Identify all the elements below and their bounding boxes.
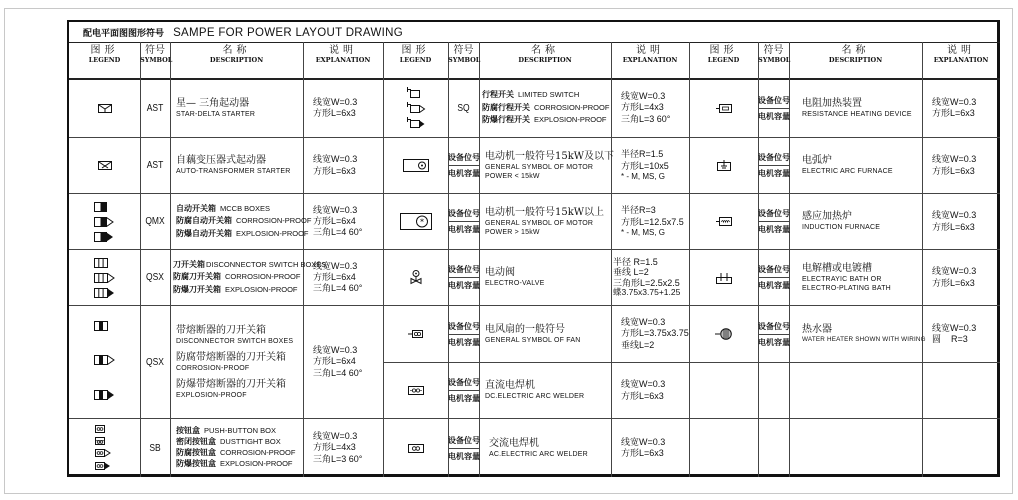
device-tag-label bbox=[758, 250, 789, 305]
motor-capacity-label: 电机容量 bbox=[448, 225, 480, 234]
description bbox=[170, 79, 303, 137]
description-line bbox=[176, 215, 311, 227]
motor-capacity-label: 电机容量 bbox=[448, 337, 480, 347]
explanation-line: 方形L=3.75x3.75 bbox=[621, 328, 689, 339]
header-explanation bbox=[611, 45, 689, 64]
explanation-line: 半径 R=1.5 bbox=[613, 257, 658, 268]
explanation bbox=[303, 250, 383, 305]
description-en: CORROSION-PROOF bbox=[236, 216, 312, 226]
device-number-label: 设备位号 bbox=[448, 375, 479, 391]
explanation-line: 线宽W=0.3 bbox=[313, 96, 358, 107]
device-number-label: 设备位号 bbox=[448, 150, 479, 166]
motor-capacity-label: 电机容量 bbox=[448, 169, 480, 178]
header-description bbox=[170, 45, 303, 64]
description-cn: 电动机一般符号15kW及以下 bbox=[485, 150, 615, 162]
symbol-code: AST bbox=[146, 102, 164, 114]
resistance-heating-icon bbox=[689, 79, 758, 137]
device-tag-label bbox=[758, 138, 789, 193]
device-tag-label bbox=[448, 194, 479, 249]
explanation-line: 方形L=10x5 bbox=[621, 160, 669, 171]
explanation-line: 线宽W=0.3 bbox=[313, 345, 358, 356]
device-number-label: 设备位号 bbox=[448, 433, 479, 449]
description-line bbox=[173, 284, 298, 296]
device-tag-label bbox=[448, 138, 479, 193]
description-block bbox=[176, 351, 286, 373]
header-description-cn: 名称 bbox=[531, 45, 559, 56]
explanation bbox=[922, 138, 1000, 193]
description bbox=[479, 194, 611, 249]
explanation bbox=[611, 306, 689, 362]
header-symbol bbox=[140, 45, 173, 64]
explanation-line: 线宽W=0.3 bbox=[621, 91, 666, 102]
description bbox=[789, 138, 922, 193]
explanation bbox=[611, 419, 689, 477]
description bbox=[479, 79, 611, 137]
header-legend-en: LEGEND bbox=[88, 55, 121, 64]
fan-icon bbox=[383, 306, 448, 362]
description-en: WATER HEATER SHOWN WITH WIRING bbox=[802, 336, 926, 344]
header-explanation bbox=[303, 45, 383, 64]
description-cn: 电动机一般符号15kW以上 bbox=[485, 206, 605, 218]
description-cn: 交流电焊机 bbox=[489, 437, 539, 449]
header-legend-cn: 图形 bbox=[401, 45, 430, 56]
motor-capacity-label: 电机容量 bbox=[448, 451, 480, 461]
explanation-line: 方形L=6x3 bbox=[932, 165, 975, 176]
explanation-line: 垂线 L=2 bbox=[613, 267, 649, 278]
header-symbol-en: SYMBOL bbox=[448, 55, 481, 64]
description-en: ELECTRO-PLATING BATH bbox=[802, 285, 891, 292]
description-cn: 防爆自动开关箱 bbox=[176, 228, 232, 238]
header-legend bbox=[689, 45, 758, 64]
explanation-line: 线宽W=0.3 bbox=[621, 317, 666, 328]
explanation bbox=[611, 138, 689, 193]
description-en: CORROSION-PROOF bbox=[225, 272, 301, 282]
description bbox=[170, 138, 303, 193]
explanation-line: 三角L=4 60° bbox=[313, 227, 363, 238]
description-en: GENERAL SYMBOL OF FAN bbox=[485, 336, 581, 344]
device-number-label: 设备位号 bbox=[448, 319, 479, 335]
header-symbol-cn: 符号 bbox=[453, 45, 474, 56]
header-description-en: DESCRIPTION bbox=[518, 55, 572, 64]
explanation-line: 方形L=6x3 bbox=[932, 277, 975, 288]
explanation-line: 三角形L=2.5x2.5 bbox=[613, 277, 680, 288]
description-cn: 防腐带熔断器的刀开关箱 bbox=[176, 351, 286, 363]
explanation-line: * - M, MS, G bbox=[621, 227, 665, 237]
table-title bbox=[83, 26, 403, 39]
svg-text:*: * bbox=[419, 217, 424, 227]
explanation bbox=[922, 194, 1000, 249]
motor-capacity-label: 电机容量 bbox=[758, 281, 790, 290]
description-cn: 防腐按钮盒 bbox=[176, 448, 216, 457]
description-cn: 防爆刀开关箱 bbox=[173, 284, 221, 294]
description-cn: 密闭按钮盒 bbox=[176, 437, 216, 447]
description-en: POWER < 15kW bbox=[485, 173, 540, 180]
explanation bbox=[611, 250, 689, 305]
electro-valve-icon bbox=[383, 250, 448, 305]
header-legend-en: LEGEND bbox=[399, 55, 432, 64]
description bbox=[479, 306, 611, 362]
explanation bbox=[303, 306, 383, 418]
disconnector-switch-box-icon bbox=[69, 250, 140, 305]
description bbox=[479, 419, 611, 477]
description-line bbox=[176, 426, 276, 437]
header-legend-cn: 图形 bbox=[709, 45, 738, 56]
header-description-en: DESCRIPTION bbox=[828, 55, 883, 64]
description-en: CORROSION-PROOF bbox=[220, 448, 296, 457]
header-description-en: DESCRIPTION bbox=[209, 55, 264, 64]
header-explanation-cn: 说明 bbox=[329, 45, 357, 56]
explanation-line: 线宽W=0.3 bbox=[313, 204, 358, 215]
symbol-code: QMX bbox=[145, 216, 165, 227]
description-line bbox=[176, 228, 309, 240]
symbol-code: SB bbox=[149, 442, 161, 454]
motor-capacity-label: 电机容量 bbox=[758, 225, 790, 234]
device-number-label: 设备位号 bbox=[758, 150, 789, 166]
explanation-line: 方形L=6x3 bbox=[932, 221, 975, 232]
explanation-line: 方形L=6x3 bbox=[932, 108, 975, 118]
description-cn: 电动阀 bbox=[485, 267, 515, 279]
description-en: DC.ELECTRIC ARC WELDER bbox=[485, 393, 585, 401]
device-tag-label bbox=[448, 419, 479, 477]
description-line bbox=[176, 459, 293, 470]
device-number-label: 设备位号 bbox=[448, 262, 479, 278]
explanation bbox=[922, 79, 1000, 137]
explanation-line: 方形L=6x4 bbox=[313, 356, 356, 367]
header-legend-en: LEGEND bbox=[707, 55, 740, 64]
push-button-box-icon bbox=[69, 419, 140, 477]
header-symbol-cn: 符号 bbox=[763, 45, 784, 56]
description-en: ELECTRIC ARC FURNACE bbox=[802, 168, 893, 176]
explanation-line: 线宽W=0.3 bbox=[932, 210, 977, 221]
explanation-line: 三角L=3 60° bbox=[621, 113, 671, 124]
explanation-line: 蝶3.75x3.75+1.25 bbox=[613, 287, 681, 298]
explanation bbox=[611, 363, 689, 418]
header-symbol-cn: 符号 bbox=[145, 45, 165, 56]
symbol-code: QSX bbox=[146, 272, 164, 283]
device-number-label: 设备位号 bbox=[758, 206, 789, 222]
description-cn: 防腐刀开关箱 bbox=[173, 272, 221, 282]
star-delta-starter-icon bbox=[69, 79, 140, 137]
description-line bbox=[482, 102, 609, 114]
explanation-line: 线宽W=0.3 bbox=[932, 322, 977, 333]
explanation-line: 圆 R=3 bbox=[932, 334, 968, 344]
description-en: POWER > 15kW bbox=[485, 229, 540, 236]
motor-capacity-label: 电机容量 bbox=[448, 281, 480, 290]
explanation-line: 线宽W=0.3 bbox=[932, 154, 977, 165]
header-explanation-en: EXPLANATION bbox=[933, 55, 989, 64]
device-tag-label bbox=[758, 306, 789, 362]
description bbox=[170, 306, 303, 418]
symbol-table bbox=[67, 20, 1000, 477]
explanation bbox=[611, 79, 689, 137]
description-en: DISCONNECTOR SWITCH BOXES bbox=[176, 337, 294, 345]
description-cn: 热水器 bbox=[802, 324, 832, 336]
motor-capacity-label: 电机容量 bbox=[758, 169, 790, 178]
title-cn: 配电平面图图形符号 bbox=[83, 29, 165, 39]
description-cn: 防腐自动开关箱 bbox=[176, 216, 232, 226]
header-explanation-cn: 说明 bbox=[636, 45, 664, 56]
motor-capacity-label: 电机容量 bbox=[758, 111, 790, 121]
motor-capacity-label: 电机容量 bbox=[758, 337, 790, 347]
explanation-line: 线宽W=0.3 bbox=[621, 379, 666, 390]
header-legend bbox=[383, 45, 448, 64]
description bbox=[170, 194, 312, 249]
explanation-line: 三角L=4 60° bbox=[313, 283, 363, 294]
limit-switch-icon bbox=[383, 79, 448, 137]
description-cn: 防爆按钮盒 bbox=[176, 458, 216, 468]
device-number-label: 设备位号 bbox=[448, 206, 479, 222]
description-en: AUTO-TRANSFORMER STARTER bbox=[176, 168, 291, 176]
description-en: CORROSION-PROOF bbox=[534, 102, 610, 112]
description-en: INDUCTION FURNACE bbox=[802, 224, 881, 232]
header-symbol-en: SYMBOL bbox=[758, 55, 791, 64]
description-en: MCCB BOXES bbox=[220, 203, 271, 213]
description-en: GENERAL SYMBOL OF MOTOR bbox=[485, 163, 594, 171]
description bbox=[789, 306, 926, 362]
description-cn: 自藕变压器式起动器 bbox=[176, 155, 266, 167]
explanation bbox=[611, 194, 689, 249]
explanation-line: 线宽W=0.3 bbox=[932, 96, 977, 107]
description-en: EXPLOSION-PROOF bbox=[236, 228, 309, 238]
explanation-line: 线宽W=0.3 bbox=[313, 431, 358, 442]
explanation-line: 线宽W=0.3 bbox=[932, 266, 977, 277]
explanation-line: 方形L=4x3 bbox=[313, 442, 356, 453]
device-tag-label bbox=[758, 79, 789, 137]
device-tag-label bbox=[448, 250, 479, 305]
explanation bbox=[303, 138, 383, 193]
motor-large-icon bbox=[383, 194, 448, 249]
description-cn: 自动开关箱 bbox=[176, 203, 216, 213]
description-en: PUSH-BUTTON BOX bbox=[204, 426, 276, 436]
explanation-line: 线宽W=0.3 bbox=[621, 436, 666, 447]
description-en: EXPLOSION-PROOF bbox=[225, 284, 298, 294]
header-explanation-cn: 说明 bbox=[947, 45, 975, 56]
header-legend-cn: 图形 bbox=[90, 45, 119, 56]
description bbox=[789, 194, 922, 249]
description-cn: 防爆行程开关 bbox=[482, 115, 530, 125]
header-description-cn: 名称 bbox=[841, 45, 870, 56]
description-line bbox=[482, 114, 607, 126]
explanation-line: 垂线L=2 bbox=[621, 339, 655, 350]
description-en: STAR-DELTA STARTER bbox=[176, 110, 256, 118]
explanation-line: 方形L=6x4 bbox=[313, 271, 356, 282]
explanation bbox=[922, 250, 1000, 305]
description-cn: 防爆带熔断器的刀开关箱 bbox=[176, 379, 286, 391]
device-number-label: 设备位号 bbox=[758, 93, 789, 109]
description bbox=[479, 363, 611, 418]
description-en: LIMITED SWITCH bbox=[518, 90, 580, 100]
description-line bbox=[482, 89, 579, 101]
header-description-cn: 名称 bbox=[222, 45, 251, 56]
explanation-line: 半径R=1.5 bbox=[621, 149, 664, 160]
explanation bbox=[303, 419, 383, 477]
explanation-line: 方形L=6x3 bbox=[313, 165, 356, 176]
description-cn: 刀开关箱 bbox=[173, 259, 205, 269]
description-cn: 电风扇的一般符号 bbox=[485, 323, 565, 335]
water-heater-icon bbox=[689, 306, 758, 362]
description-cn: 行程开关 bbox=[482, 90, 514, 100]
header-explanation-en: EXPLANATION bbox=[315, 55, 371, 64]
device-tag-label bbox=[448, 306, 479, 362]
header-description bbox=[789, 45, 922, 64]
header-explanation bbox=[922, 45, 1000, 64]
description-en: GENERAL SYMBOL OF MOTOR bbox=[485, 219, 594, 227]
description-en: EXPLOSION-PROOF bbox=[220, 458, 293, 468]
explanation-line: 线宽W=0.3 bbox=[313, 260, 358, 271]
description-cn: 电阻加热装置 bbox=[802, 97, 862, 109]
electric-arc-furnace-icon bbox=[689, 138, 758, 193]
description-en: RESISTANCE HEATING DEVICE bbox=[802, 110, 912, 118]
description-block bbox=[176, 324, 293, 346]
explanation-line: 线宽W=0.3 bbox=[313, 154, 358, 165]
description-cn: 星— 三角起动器 bbox=[176, 97, 250, 109]
explanation-line: 方形L=4x3 bbox=[621, 102, 664, 113]
mccb-box-icon bbox=[69, 194, 140, 249]
description-cn: 带熔断器的刀开关箱 bbox=[176, 324, 266, 336]
device-number-label: 设备位号 bbox=[758, 262, 789, 278]
explanation-line: 方形L=6x3 bbox=[621, 448, 664, 458]
device-number-label: 设备位号 bbox=[758, 319, 789, 335]
description-cn: 直流电焊机 bbox=[485, 380, 535, 392]
description-line bbox=[173, 271, 300, 283]
description-line bbox=[176, 448, 295, 459]
explanation-line: 三角L=3 60° bbox=[313, 453, 363, 464]
description-en: ELECTRO-VALVE bbox=[485, 280, 545, 288]
description-line bbox=[176, 437, 281, 448]
description bbox=[479, 138, 615, 193]
auto-transformer-starter-icon bbox=[69, 138, 140, 193]
description-en: AC.ELECTRIC ARC WELDER bbox=[489, 450, 588, 458]
symbol-code: SQ bbox=[457, 102, 470, 114]
explanation-line: 方形L=6x3 bbox=[313, 108, 356, 118]
description-cn: 感应加热炉 bbox=[802, 211, 852, 223]
symbol-code: QSX bbox=[146, 356, 164, 368]
description-en: EXPLOSION-PROOF bbox=[534, 115, 607, 125]
description-en: ELECTRAYIC BATH OR bbox=[802, 275, 882, 283]
description-en: EXPLOSION-PROOF bbox=[176, 392, 247, 400]
description bbox=[170, 250, 327, 305]
fused-disconnector-box-icon bbox=[69, 306, 140, 418]
description-block bbox=[176, 378, 286, 400]
dc-arc-welder-icon bbox=[383, 363, 448, 418]
motor-capacity-label: 电机容量 bbox=[448, 394, 480, 403]
description-cn: 按钮盒 bbox=[176, 426, 200, 436]
explanation-line: 三角L=4 60° bbox=[313, 367, 363, 378]
induction-furnace-icon bbox=[689, 194, 758, 249]
description bbox=[479, 250, 611, 305]
header-symbol bbox=[758, 45, 789, 64]
explanation bbox=[303, 194, 383, 249]
header-legend bbox=[69, 45, 140, 64]
header-explanation-en: EXPLANATION bbox=[622, 55, 678, 64]
header-description bbox=[479, 45, 611, 64]
explanation bbox=[303, 79, 383, 137]
description bbox=[789, 79, 922, 137]
device-tag-label bbox=[448, 363, 479, 418]
explanation-line: 半径R=3 bbox=[621, 205, 656, 216]
header-symbol-en: SYMBOL bbox=[140, 55, 173, 64]
header-symbol bbox=[448, 45, 479, 64]
electroplating-bath-icon bbox=[689, 250, 758, 305]
description-en: CORROSION-PROOF bbox=[176, 364, 250, 372]
ac-arc-welder-icon bbox=[383, 419, 448, 477]
title-en: SAMPE FOR POWER LAYOUT DRAWING bbox=[173, 27, 403, 39]
description-en: DISCONNECTOR SWITCH BOXES bbox=[206, 259, 327, 269]
explanation-line: 方形L=6x4 bbox=[313, 215, 356, 226]
device-tag-label bbox=[758, 194, 789, 249]
explanation-line: * - M, MS, G bbox=[621, 171, 665, 181]
description bbox=[170, 419, 303, 477]
explanation-line: 方形L=6x3 bbox=[621, 390, 664, 401]
description-en: DUSTTIGHT BOX bbox=[220, 437, 281, 447]
explanation bbox=[922, 306, 1000, 362]
description-cn: 电解槽或电镀槽 bbox=[802, 262, 872, 274]
description bbox=[789, 250, 922, 305]
motor-small-icon bbox=[383, 138, 448, 193]
symbol-code: AST bbox=[146, 160, 164, 171]
description-cn: 防腐行程开关 bbox=[482, 102, 530, 112]
description-cn: 电弧炉 bbox=[802, 155, 832, 167]
explanation-line: 方形L=12.5x7.5 bbox=[621, 216, 684, 227]
description-line bbox=[176, 203, 270, 215]
